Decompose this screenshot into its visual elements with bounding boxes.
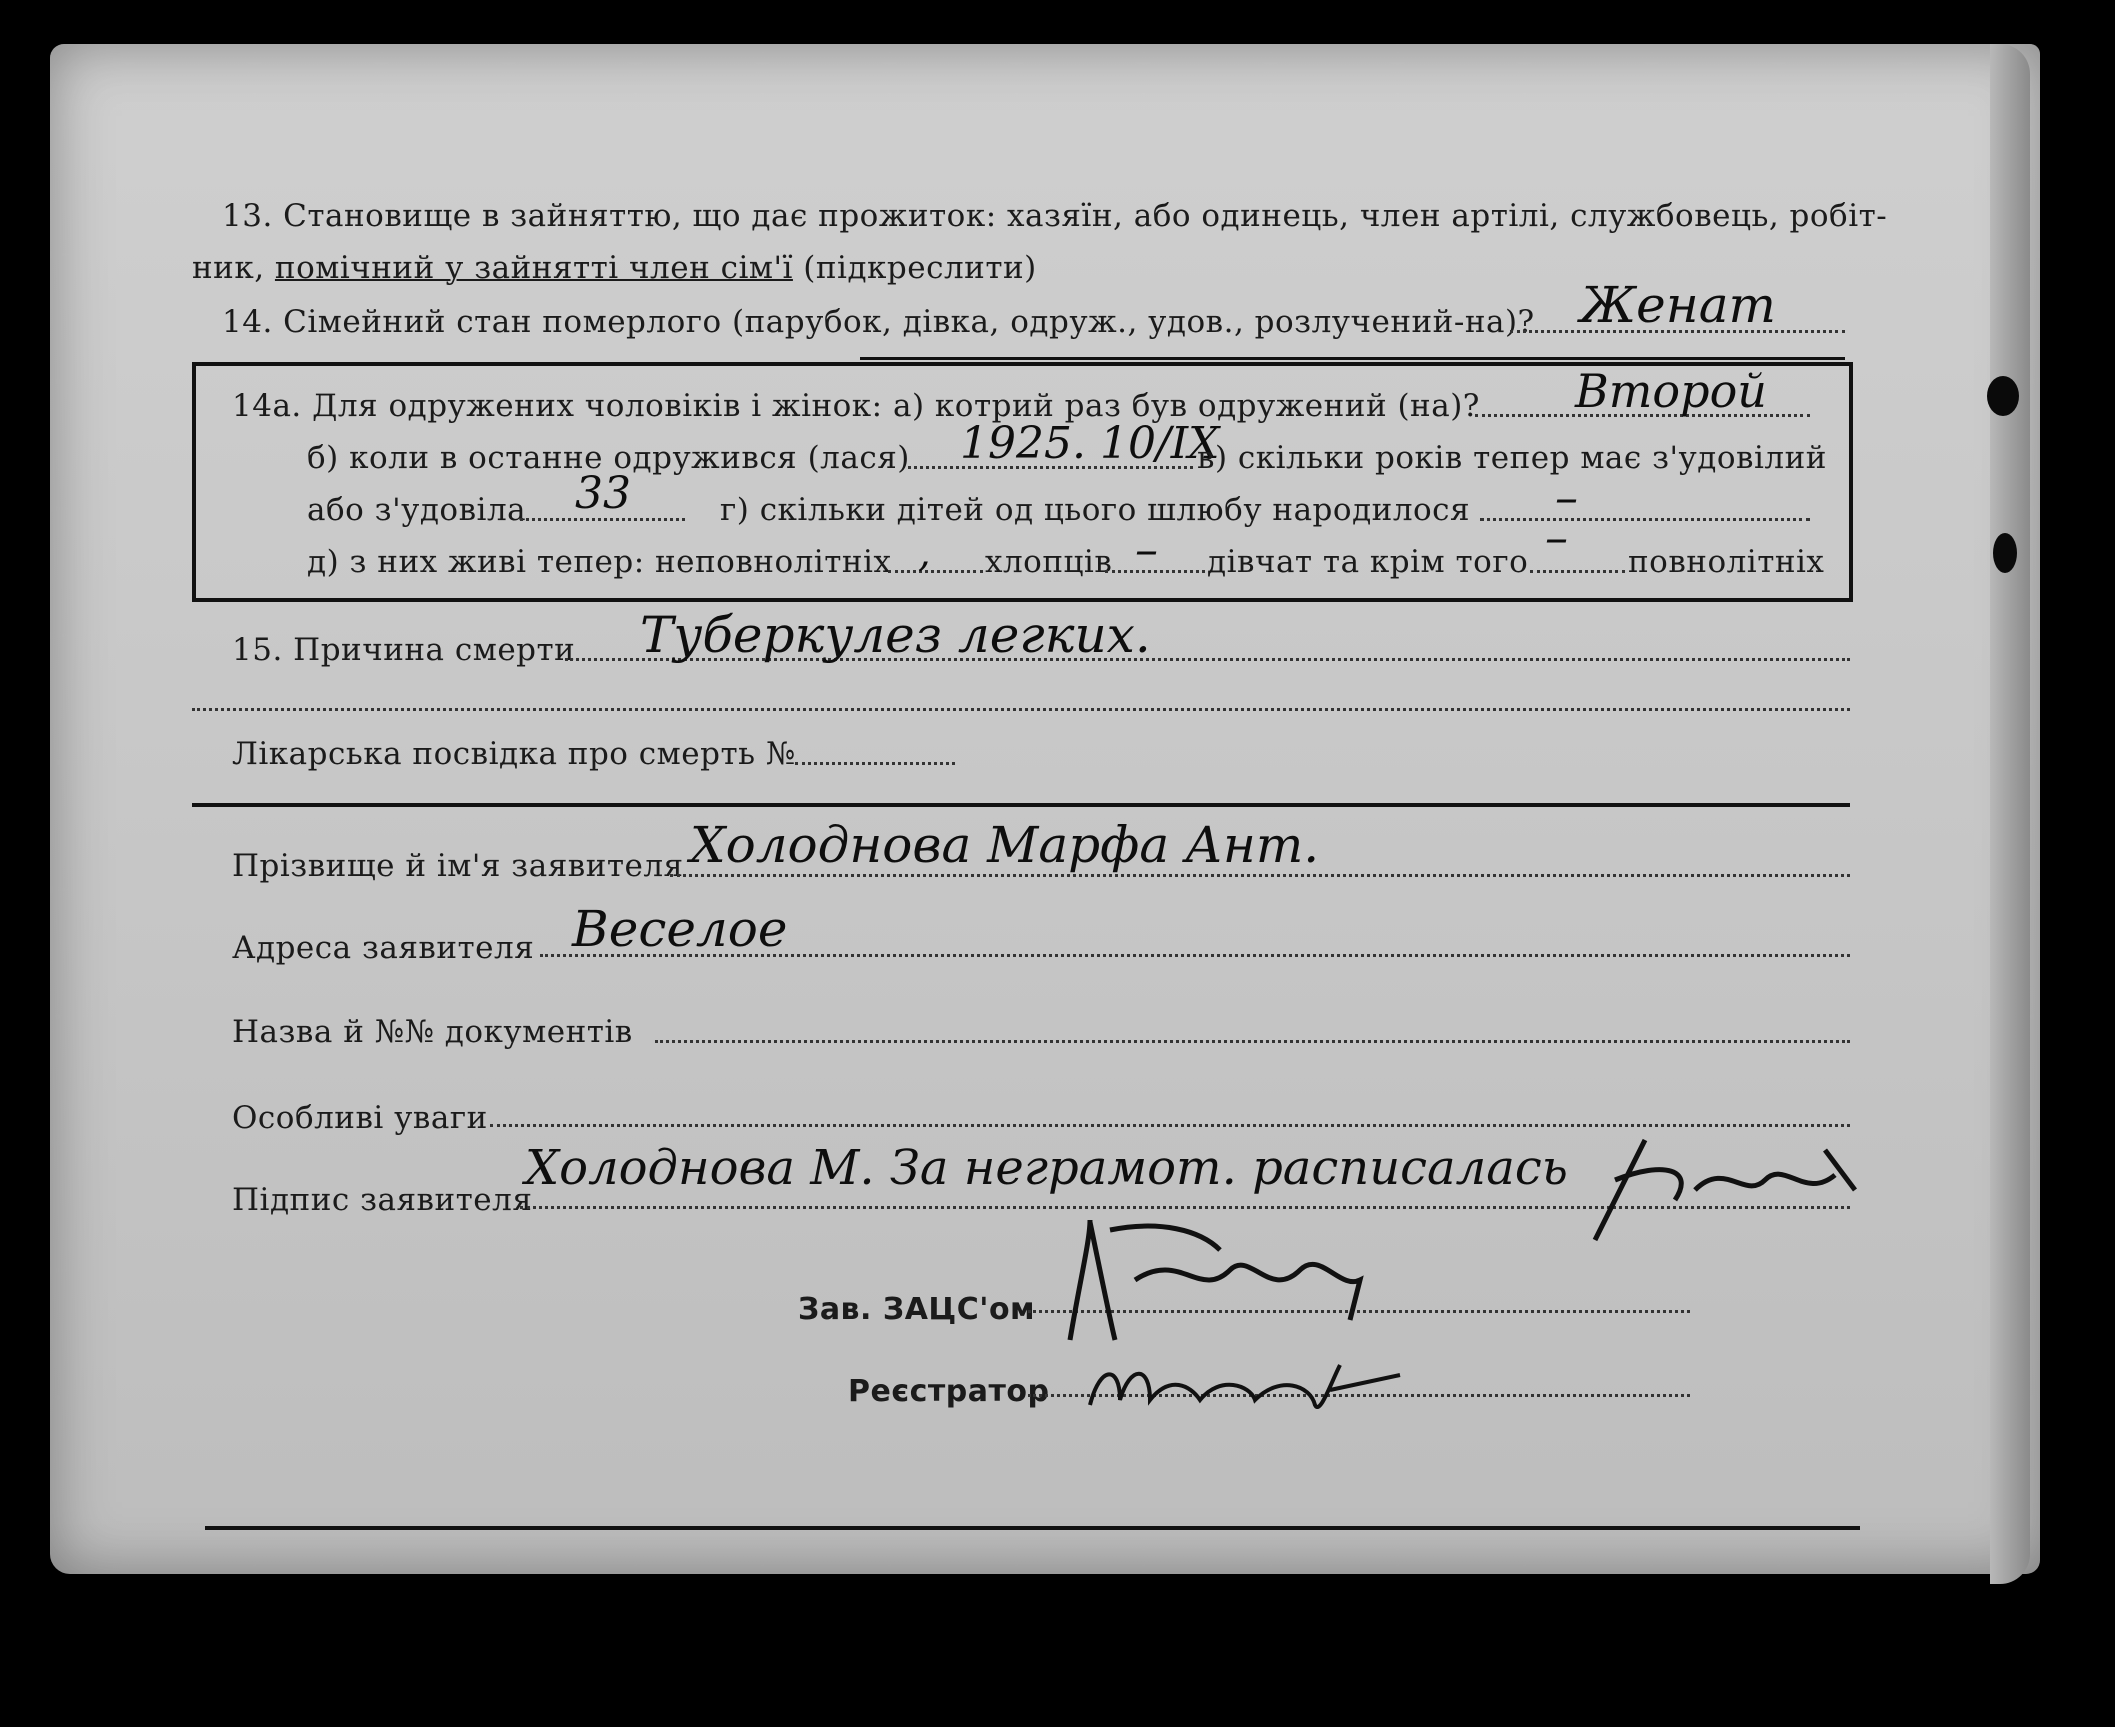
item15-label: 15. Причина смерти <box>232 632 576 668</box>
medical-dotline <box>795 762 955 765</box>
bottom-rule <box>205 1526 1860 1530</box>
item14a-value-a: Второй <box>1575 364 1767 418</box>
notes-label: Особливі уваги <box>232 1100 488 1136</box>
item13-line2-pre: ник, <box>192 250 265 286</box>
punch-hole <box>1987 376 2019 416</box>
applicant-name-dotline <box>670 874 1850 877</box>
item14-underline <box>860 357 1845 360</box>
item14a-b-label: б) коли в останне одружився (лася) <box>307 440 910 476</box>
head-signature <box>1040 1210 1370 1350</box>
item14a-girls-label: дівчат та крім того <box>1207 544 1529 580</box>
head-label: Зав. ЗАЦС'ом <box>798 1292 1036 1327</box>
item14-value: Женат <box>1580 276 1776 334</box>
item13-line2-post: (підкреслити) <box>803 250 1037 286</box>
registrar-signature <box>1080 1345 1410 1425</box>
item13-underlined-choice: помічний у зайнятті член сім'ї <box>274 250 793 286</box>
applicant-address-label: Адреса заявителя <box>232 930 535 966</box>
item14a-d1-dotline <box>888 570 983 573</box>
item14a-value-d3: – <box>1545 510 1568 564</box>
applicant-signature-scrawl <box>1575 1120 1875 1250</box>
documents-label: Назва й №№ документів <box>232 1014 633 1050</box>
signature-label: Підпис заявителя <box>232 1182 533 1218</box>
item14a-g-label: г) скільки дітей од цього шлюбу народилося <box>720 492 1471 528</box>
item14a-adults-label: повнолітніх <box>1628 544 1825 580</box>
item14a-d3-dotline <box>1530 570 1625 573</box>
documents-dotline <box>655 1040 1850 1043</box>
item14a-d-label: д) з них живі тепер: неповнолітніх <box>307 544 892 580</box>
applicant-signature-value: Холоднова М. За неграмот. расписалась <box>525 1140 1568 1196</box>
section-divider <box>192 803 1850 807</box>
item14a-value-d1: , <box>918 530 931 576</box>
applicant-name-value: Холоднова Марфа Ант. <box>690 816 1320 874</box>
item13-line1: 13. Становище в зайняттю, що дає прожиток: хазяїн, або одинець, член артілі, службовець, робіт- <box>222 198 1888 234</box>
punch-hole <box>1993 533 2017 573</box>
item13-line2 <box>192 250 1037 286</box>
item14a-line1: 14а. Для одружених чоловіків і жінок: а) котрий раз був одружений (на)? <box>232 388 1480 424</box>
medical-label: Лікарська посвідка про смерть № <box>232 736 796 772</box>
registrar-label: Реєстратор <box>848 1374 1050 1409</box>
item15-dotline-2 <box>192 708 1850 711</box>
applicant-name-label: Прізвище й ім'я заявителя <box>232 848 684 884</box>
item14a-value-d2: – <box>1135 522 1158 576</box>
item15-value: Туберкулез легких. <box>640 606 1151 664</box>
item14a-v-label: в) скільки років тепер має з'удовілий <box>1197 440 1827 476</box>
item14a-g-dotline <box>1480 518 1810 521</box>
item14a-boys-label: хлопців <box>985 544 1113 580</box>
item14a-value-g: – <box>1555 470 1578 524</box>
applicant-address-value: Веселое <box>572 900 788 958</box>
item14-label: 14. Сімейний стан померлого (парубок, дівка, одруж., удов., розлучений-на)? <box>222 304 1535 340</box>
item14a-value-v: 33 <box>575 468 631 519</box>
item14a-value-b: 1925. 10/IX <box>960 418 1220 469</box>
item14a-v2-label: або з'удовіла <box>307 492 527 528</box>
sheet-edge <box>1990 44 2030 1584</box>
